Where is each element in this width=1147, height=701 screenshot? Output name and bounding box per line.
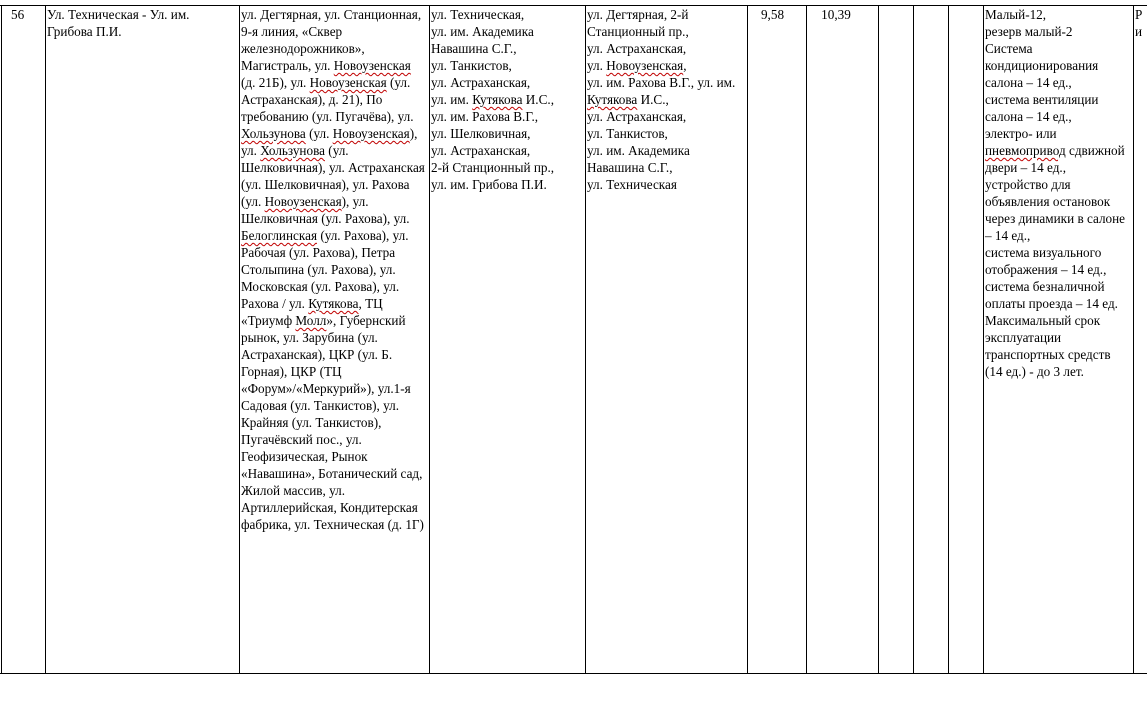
text-segment: ул. Техническая, ул. им. Академика Навашина С.Г., ул. Танкистов, ул. Астраханская, ул. им. — [431, 7, 534, 107]
empty-cell — [878, 5, 913, 674]
forward-direction-streets — [429, 5, 585, 674]
text-segment: и — [1135, 24, 1143, 39]
text-segment: , ул. им. Рахова В.Г., ул. им. — [587, 58, 736, 90]
text-segment: И.С., ул. Астраханская, ул. Танкистов, ул. им. Академика Навашина С.Г., ул. Техническая — [587, 92, 690, 192]
spell-error-word[interactable]: Хользунова — [260, 143, 325, 158]
length-forward: 9,58 — [760, 7, 785, 22]
empty-cell — [913, 5, 948, 674]
spell-error-word[interactable]: Кутякова — [472, 92, 523, 107]
vehicle-requirements — [983, 5, 1133, 674]
empty-cell — [948, 5, 983, 674]
text-segment: (ул. Астраханская), д. 21), По требованию (ул. Пугачёва), ул. — [241, 75, 414, 124]
spell-error-word[interactable]: Новоузенская — [264, 194, 342, 209]
spell-error-word[interactable]: Кутякова — [587, 92, 638, 107]
spell-error-word[interactable]: Новоузенская — [333, 58, 411, 73]
spell-error-word[interactable]: Новоузенская — [332, 126, 410, 141]
spell-error-word[interactable]: Новоузенская — [309, 75, 387, 90]
text-segment: », Губернский рынок, ул. Зарубина (ул. Астраханская), ЦКР (ул. Б. Горная), ЦКР (ТЦ «Форум»/«Меркурий»), ул.1-я Садовая (ул. Танкистов), ул. Крайняя (ул. Танкистов), Пугачёвский пос., ул. Геофизическая, Рынок «Навашина», Ботанический сад, Жилой массив, ул. Артиллерийская, Кондитерская фабрика, ул. Техническая (д. 1Г) — [241, 313, 424, 532]
text-segment: сдвижной двери – 14 ед., устройство для объявления остановок через динамики в салоне – 14 ед., система визуального отображения – 14 ед., система безналичной оплаты проезда – 14 ед. Максимальный срок эксплуатации транспортных средств (14 ед.) - до 3 лет. — [985, 143, 1126, 379]
text-segment: (ул. Рахова), ул. Рабочая (ул. Рахова), Петра Столыпина (ул. Рахова), ул. Московская (ул. Рахова), ул. Рахова / ул. — [241, 228, 409, 311]
text-segment: Малый-12, резерв малый-2 Система кондиционирования салона – 14 ед., система вентиляции салона – 14 ед., электро- или — [985, 7, 1099, 141]
backward-direction-streets — [585, 5, 747, 674]
text-segment: ул. Дегтярная, ул. Станционная, 9-я линия, «Сквер железнодорожников», Магистраль, ул. — [241, 7, 422, 73]
route-stops — [239, 5, 429, 674]
text-segment: ), ул. Шелковичная (ул. Рахова), ул. — [241, 194, 410, 226]
route-number: 56 — [11, 7, 25, 22]
length-backward: 10,39 — [821, 7, 851, 22]
text-segment: (д. 21Б), ул. — [241, 75, 310, 90]
spell-error-word[interactable]: Хользунова — [241, 126, 306, 141]
spell-error-word[interactable]: Молл — [295, 313, 327, 328]
text-segment: Р — [1135, 7, 1143, 22]
route-table — [0, 5, 1147, 674]
route-name: Ул. Техническая - Ул. им. Грибова П.И. — [47, 7, 190, 39]
text-segment: (ул. — [305, 126, 333, 141]
spell-error-word[interactable]: Кутякова — [308, 296, 359, 311]
text-segment: И.С., ул. им. Рахова В.Г., ул. Шелковичная, ул. Астраханская, 2-й Станционный пр., ул. им. Грибова П.И. — [431, 92, 555, 192]
text-segment: , ТЦ «Триумф — [241, 296, 383, 328]
spell-error-word[interactable]: Белоглинская — [241, 228, 318, 243]
text-segment: (ул. Шелковичная), ул. Астраханская (ул. Шелковичная), ул. Рахова (ул. — [241, 143, 425, 209]
text-segment: ), ул. — [241, 126, 418, 158]
text-segment: ул. Дегтярная, 2-й Станционный пр., ул. Астраханская, ул. — [587, 7, 689, 73]
clipped-last-column — [1133, 5, 1147, 674]
spell-error-word[interactable]: Новоузенская — [606, 58, 684, 73]
spell-error-word[interactable]: пневмопривод — [985, 143, 1066, 158]
